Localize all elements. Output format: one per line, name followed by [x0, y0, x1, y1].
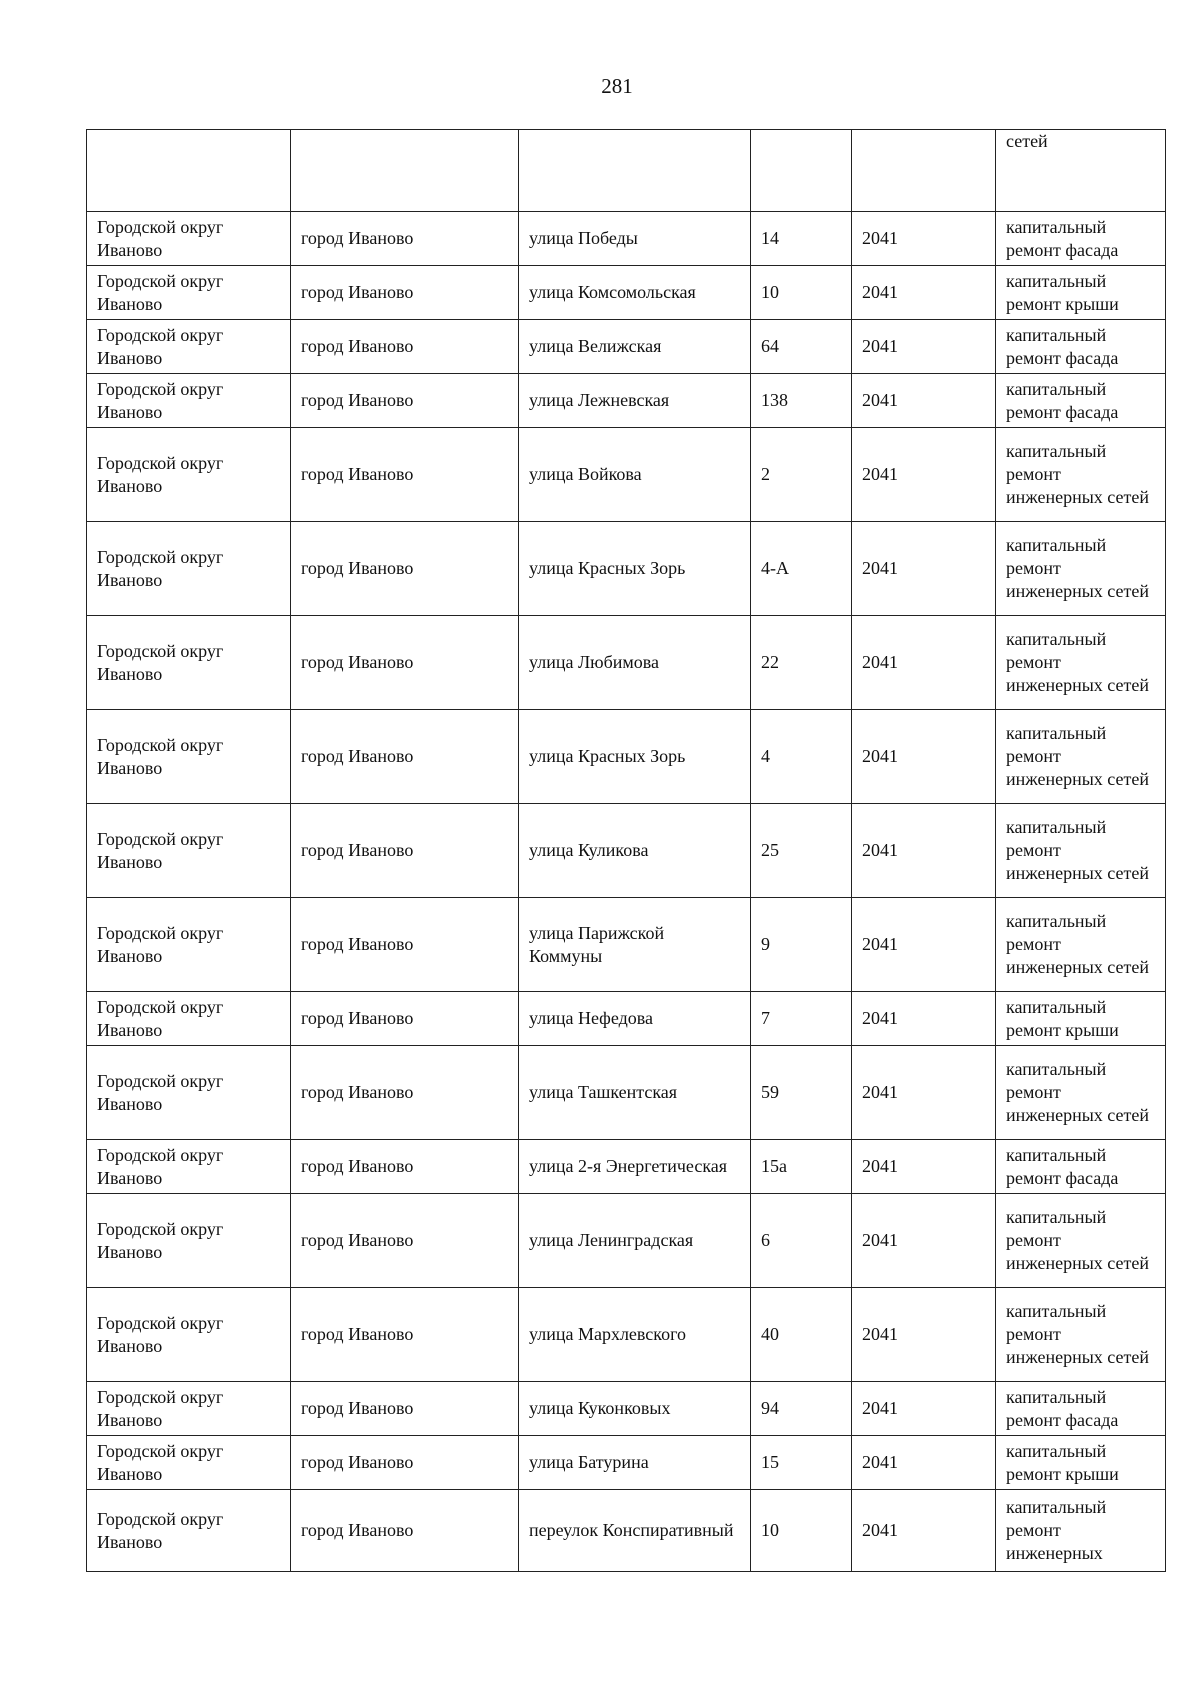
table-row: [87, 374, 1166, 428]
table-row: [87, 710, 1166, 804]
city-cell: город Иваново: [291, 992, 519, 1046]
table-row: [87, 1382, 1166, 1436]
street-cell: улица Комсомольская: [519, 266, 751, 320]
street-cell: улица Куконковых: [519, 1382, 751, 1436]
work-cell: капитальный ремонт инженерных сетей: [996, 522, 1166, 616]
work-cell: сетей: [996, 130, 1166, 212]
street-cell: улица 2-я Энергетическая: [519, 1140, 751, 1194]
work-cell: капитальный ремонт фасада: [996, 1140, 1166, 1194]
house-cell: 22: [751, 616, 852, 710]
year-cell: 2041: [852, 266, 996, 320]
page-number: 281: [601, 74, 633, 98]
district-cell: Городской округ Иваново: [87, 1194, 291, 1288]
year-cell: 2041: [852, 522, 996, 616]
table-row: [87, 992, 1166, 1046]
table-row: [87, 1436, 1166, 1490]
work-cell: капитальный ремонт фасада: [996, 320, 1166, 374]
work-cell: капитальный ремонт инженерных: [996, 1490, 1166, 1572]
continuation-row: [87, 130, 1166, 212]
year-cell: 2041: [852, 1382, 996, 1436]
house-cell: 9: [751, 898, 852, 992]
city-cell: город Иваново: [291, 1140, 519, 1194]
city-cell: город Иваново: [291, 1046, 519, 1140]
street-cell: улица Ленинградская: [519, 1194, 751, 1288]
city-cell: город Иваново: [291, 804, 519, 898]
city-cell: город Иваново: [291, 320, 519, 374]
table-row: [87, 212, 1166, 266]
year-cell: 2041: [852, 992, 996, 1046]
district-cell: Городской округ Иваново: [87, 212, 291, 266]
table-row: [87, 1490, 1166, 1572]
house-cell: 4: [751, 710, 852, 804]
work-cell: капитальный ремонт крыши: [996, 1436, 1166, 1490]
table-row: [87, 898, 1166, 992]
city-cell: город Иваново: [291, 522, 519, 616]
house-cell: 59: [751, 1046, 852, 1140]
street-cell: переулок Конспиративный: [519, 1490, 751, 1572]
year-cell: 2041: [852, 1140, 996, 1194]
city-cell: город Иваново: [291, 710, 519, 804]
house-cell: 138: [751, 374, 852, 428]
year-cell: 2041: [852, 1194, 996, 1288]
street-cell: [519, 130, 751, 212]
street-cell: улица Батурина: [519, 1436, 751, 1490]
work-cell: капитальный ремонт фасада: [996, 212, 1166, 266]
street-cell: улица Мархлевского: [519, 1288, 751, 1382]
city-cell: город Иваново: [291, 266, 519, 320]
street-cell: улица Парижской Коммуны: [519, 898, 751, 992]
house-cell: 15: [751, 1436, 852, 1490]
table-body: [87, 130, 1166, 1572]
street-cell: улица Победы: [519, 212, 751, 266]
district-cell: Городской округ Иваново: [87, 266, 291, 320]
year-cell: 2041: [852, 1046, 996, 1140]
street-cell: улица Ташкентская: [519, 1046, 751, 1140]
district-cell: Городской округ Иваново: [87, 616, 291, 710]
year-cell: 2041: [852, 374, 996, 428]
work-cell: капитальный ремонт крыши: [996, 266, 1166, 320]
work-cell: капитальный ремонт инженерных сетей: [996, 616, 1166, 710]
house-cell: [751, 130, 852, 212]
street-cell: улица Велижская: [519, 320, 751, 374]
work-cell: капитальный ремонт фасада: [996, 374, 1166, 428]
repair-schedule-table: [86, 129, 1166, 1572]
year-cell: 2041: [852, 428, 996, 522]
table-row: [87, 522, 1166, 616]
city-cell: город Иваново: [291, 1436, 519, 1490]
work-cell: капитальный ремонт фасада: [996, 1382, 1166, 1436]
city-cell: город Иваново: [291, 1490, 519, 1572]
year-cell: 2041: [852, 710, 996, 804]
table-row: [87, 266, 1166, 320]
house-cell: 4-А: [751, 522, 852, 616]
table-row: [87, 1140, 1166, 1194]
year-cell: 2041: [852, 1436, 996, 1490]
table-row: [87, 1046, 1166, 1140]
work-cell: капитальный ремонт инженерных сетей: [996, 1046, 1166, 1140]
district-cell: Городской округ Иваново: [87, 1288, 291, 1382]
year-cell: 2041: [852, 1288, 996, 1382]
district-cell: Городской округ Иваново: [87, 522, 291, 616]
city-cell: город Иваново: [291, 1382, 519, 1436]
table-row: [87, 320, 1166, 374]
table-row: [87, 1288, 1166, 1382]
district-cell: Городской округ Иваново: [87, 374, 291, 428]
house-cell: 15а: [751, 1140, 852, 1194]
city-cell: город Иваново: [291, 616, 519, 710]
district-cell: Городской округ Иваново: [87, 1046, 291, 1140]
city-cell: город Иваново: [291, 428, 519, 522]
house-cell: 40: [751, 1288, 852, 1382]
table-row: [87, 804, 1166, 898]
house-cell: 25: [751, 804, 852, 898]
table-row: [87, 428, 1166, 522]
district-cell: Городской округ Иваново: [87, 1140, 291, 1194]
table-row: [87, 616, 1166, 710]
work-cell: капитальный ремонт инженерных сетей: [996, 898, 1166, 992]
street-cell: улица Лежневская: [519, 374, 751, 428]
city-cell: город Иваново: [291, 374, 519, 428]
work-cell: капитальный ремонт инженерных сетей: [996, 428, 1166, 522]
house-cell: 64: [751, 320, 852, 374]
street-cell: улица Войкова: [519, 428, 751, 522]
house-cell: 10: [751, 266, 852, 320]
district-cell: Городской округ Иваново: [87, 320, 291, 374]
district-cell: Городской округ Иваново: [87, 428, 291, 522]
year-cell: 2041: [852, 1490, 996, 1572]
street-cell: улица Любимова: [519, 616, 751, 710]
year-cell: 2041: [852, 616, 996, 710]
house-cell: 94: [751, 1382, 852, 1436]
house-cell: 14: [751, 212, 852, 266]
work-cell: капитальный ремонт инженерных сетей: [996, 1288, 1166, 1382]
work-cell: капитальный ремонт инженерных сетей: [996, 710, 1166, 804]
year-cell: 2041: [852, 320, 996, 374]
street-cell: улица Куликова: [519, 804, 751, 898]
district-cell: Городской округ Иваново: [87, 992, 291, 1046]
year-cell: 2041: [852, 212, 996, 266]
street-cell: улица Нефедова: [519, 992, 751, 1046]
street-cell: улица Красных Зорь: [519, 522, 751, 616]
street-cell: улица Красных Зорь: [519, 710, 751, 804]
house-cell: 6: [751, 1194, 852, 1288]
house-cell: 7: [751, 992, 852, 1046]
city-cell: город Иваново: [291, 212, 519, 266]
table-row: [87, 1194, 1166, 1288]
district-cell: Городской округ Иваново: [87, 1490, 291, 1572]
house-cell: 10: [751, 1490, 852, 1572]
district-cell: Городской округ Иваново: [87, 1382, 291, 1436]
house-cell: 2: [751, 428, 852, 522]
city-cell: город Иваново: [291, 898, 519, 992]
city-cell: город Иваново: [291, 1194, 519, 1288]
district-cell: Городской округ Иваново: [87, 898, 291, 992]
district-cell: [87, 130, 291, 212]
year-cell: 2041: [852, 804, 996, 898]
year-cell: 2041: [852, 898, 996, 992]
city-cell: город Иваново: [291, 1288, 519, 1382]
district-cell: Городской округ Иваново: [87, 804, 291, 898]
work-cell: капитальный ремонт инженерных сетей: [996, 804, 1166, 898]
district-cell: Городской округ Иваново: [87, 710, 291, 804]
year-cell: [852, 130, 996, 212]
district-cell: Городской округ Иваново: [87, 1436, 291, 1490]
work-cell: капитальный ремонт крыши: [996, 992, 1166, 1046]
work-cell: капитальный ремонт инженерных сетей: [996, 1194, 1166, 1288]
city-cell: [291, 130, 519, 212]
